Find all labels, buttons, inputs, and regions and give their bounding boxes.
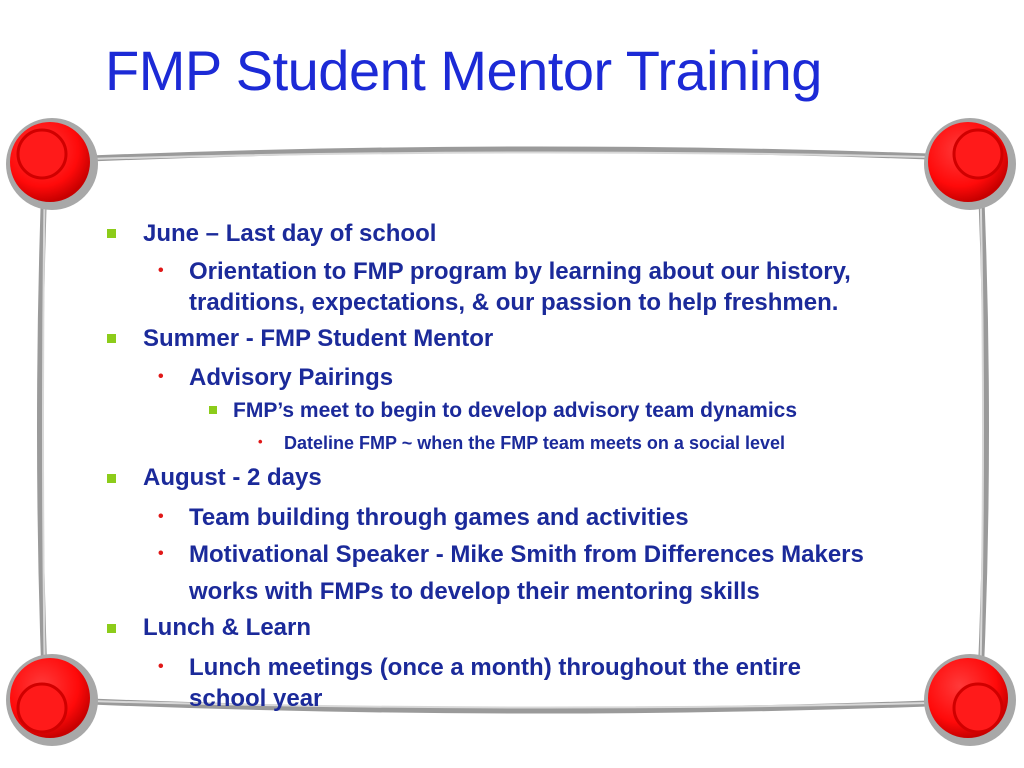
outline-item-level2: Advisory Pairings	[189, 364, 394, 391]
outline-item-level1: June – Last day of school	[143, 220, 437, 247]
outline-item-level2: Team building through games and activities	[189, 504, 689, 531]
red-dot-bullet-icon: •	[158, 658, 164, 675]
outline-item-level1: Summer - FMP Student Mentor	[143, 325, 494, 352]
green-square-bullet-icon	[107, 334, 116, 343]
red-dot-bullet-icon: •	[158, 508, 164, 525]
green-square-bullet-icon	[209, 406, 217, 414]
red-dot-bullet-icon: •	[158, 262, 164, 279]
green-square-bullet-icon	[107, 474, 116, 483]
green-square-bullet-icon	[107, 229, 116, 238]
slide-title: FMP Student Mentor Training	[105, 39, 822, 102]
outline-item-level2: Lunch meetings (once a month) throughout the entire	[189, 654, 801, 681]
outline-item-level2-continued: school year	[189, 685, 323, 712]
outline-item-level2-continued: traditions, expectations, & our passion to help freshmen.	[189, 289, 839, 316]
red-dot-bullet-icon: •	[158, 545, 164, 562]
red-dot-bullet-icon: •	[258, 434, 263, 449]
outline-item-level1: August - 2 days	[143, 464, 322, 491]
outline-item-level1: Lunch & Learn	[143, 614, 312, 641]
red-dot-bullet-icon: •	[158, 368, 164, 385]
outline-item-level2-continued: works with FMPs to develop their mentoring skills	[189, 578, 760, 605]
outline-item-level2: Motivational Speaker - Mike Smith from Differences Makers	[189, 541, 864, 568]
outline-item-level3: FMP’s meet to begin to develop advisory team dynamics	[233, 399, 798, 422]
green-square-bullet-icon	[107, 624, 116, 633]
outline-item-level4: Dateline FMP ~ when the FMP team meets on a social level	[284, 433, 786, 453]
outline-item-level2: Orientation to FMP program by learning about our history,	[189, 258, 851, 285]
